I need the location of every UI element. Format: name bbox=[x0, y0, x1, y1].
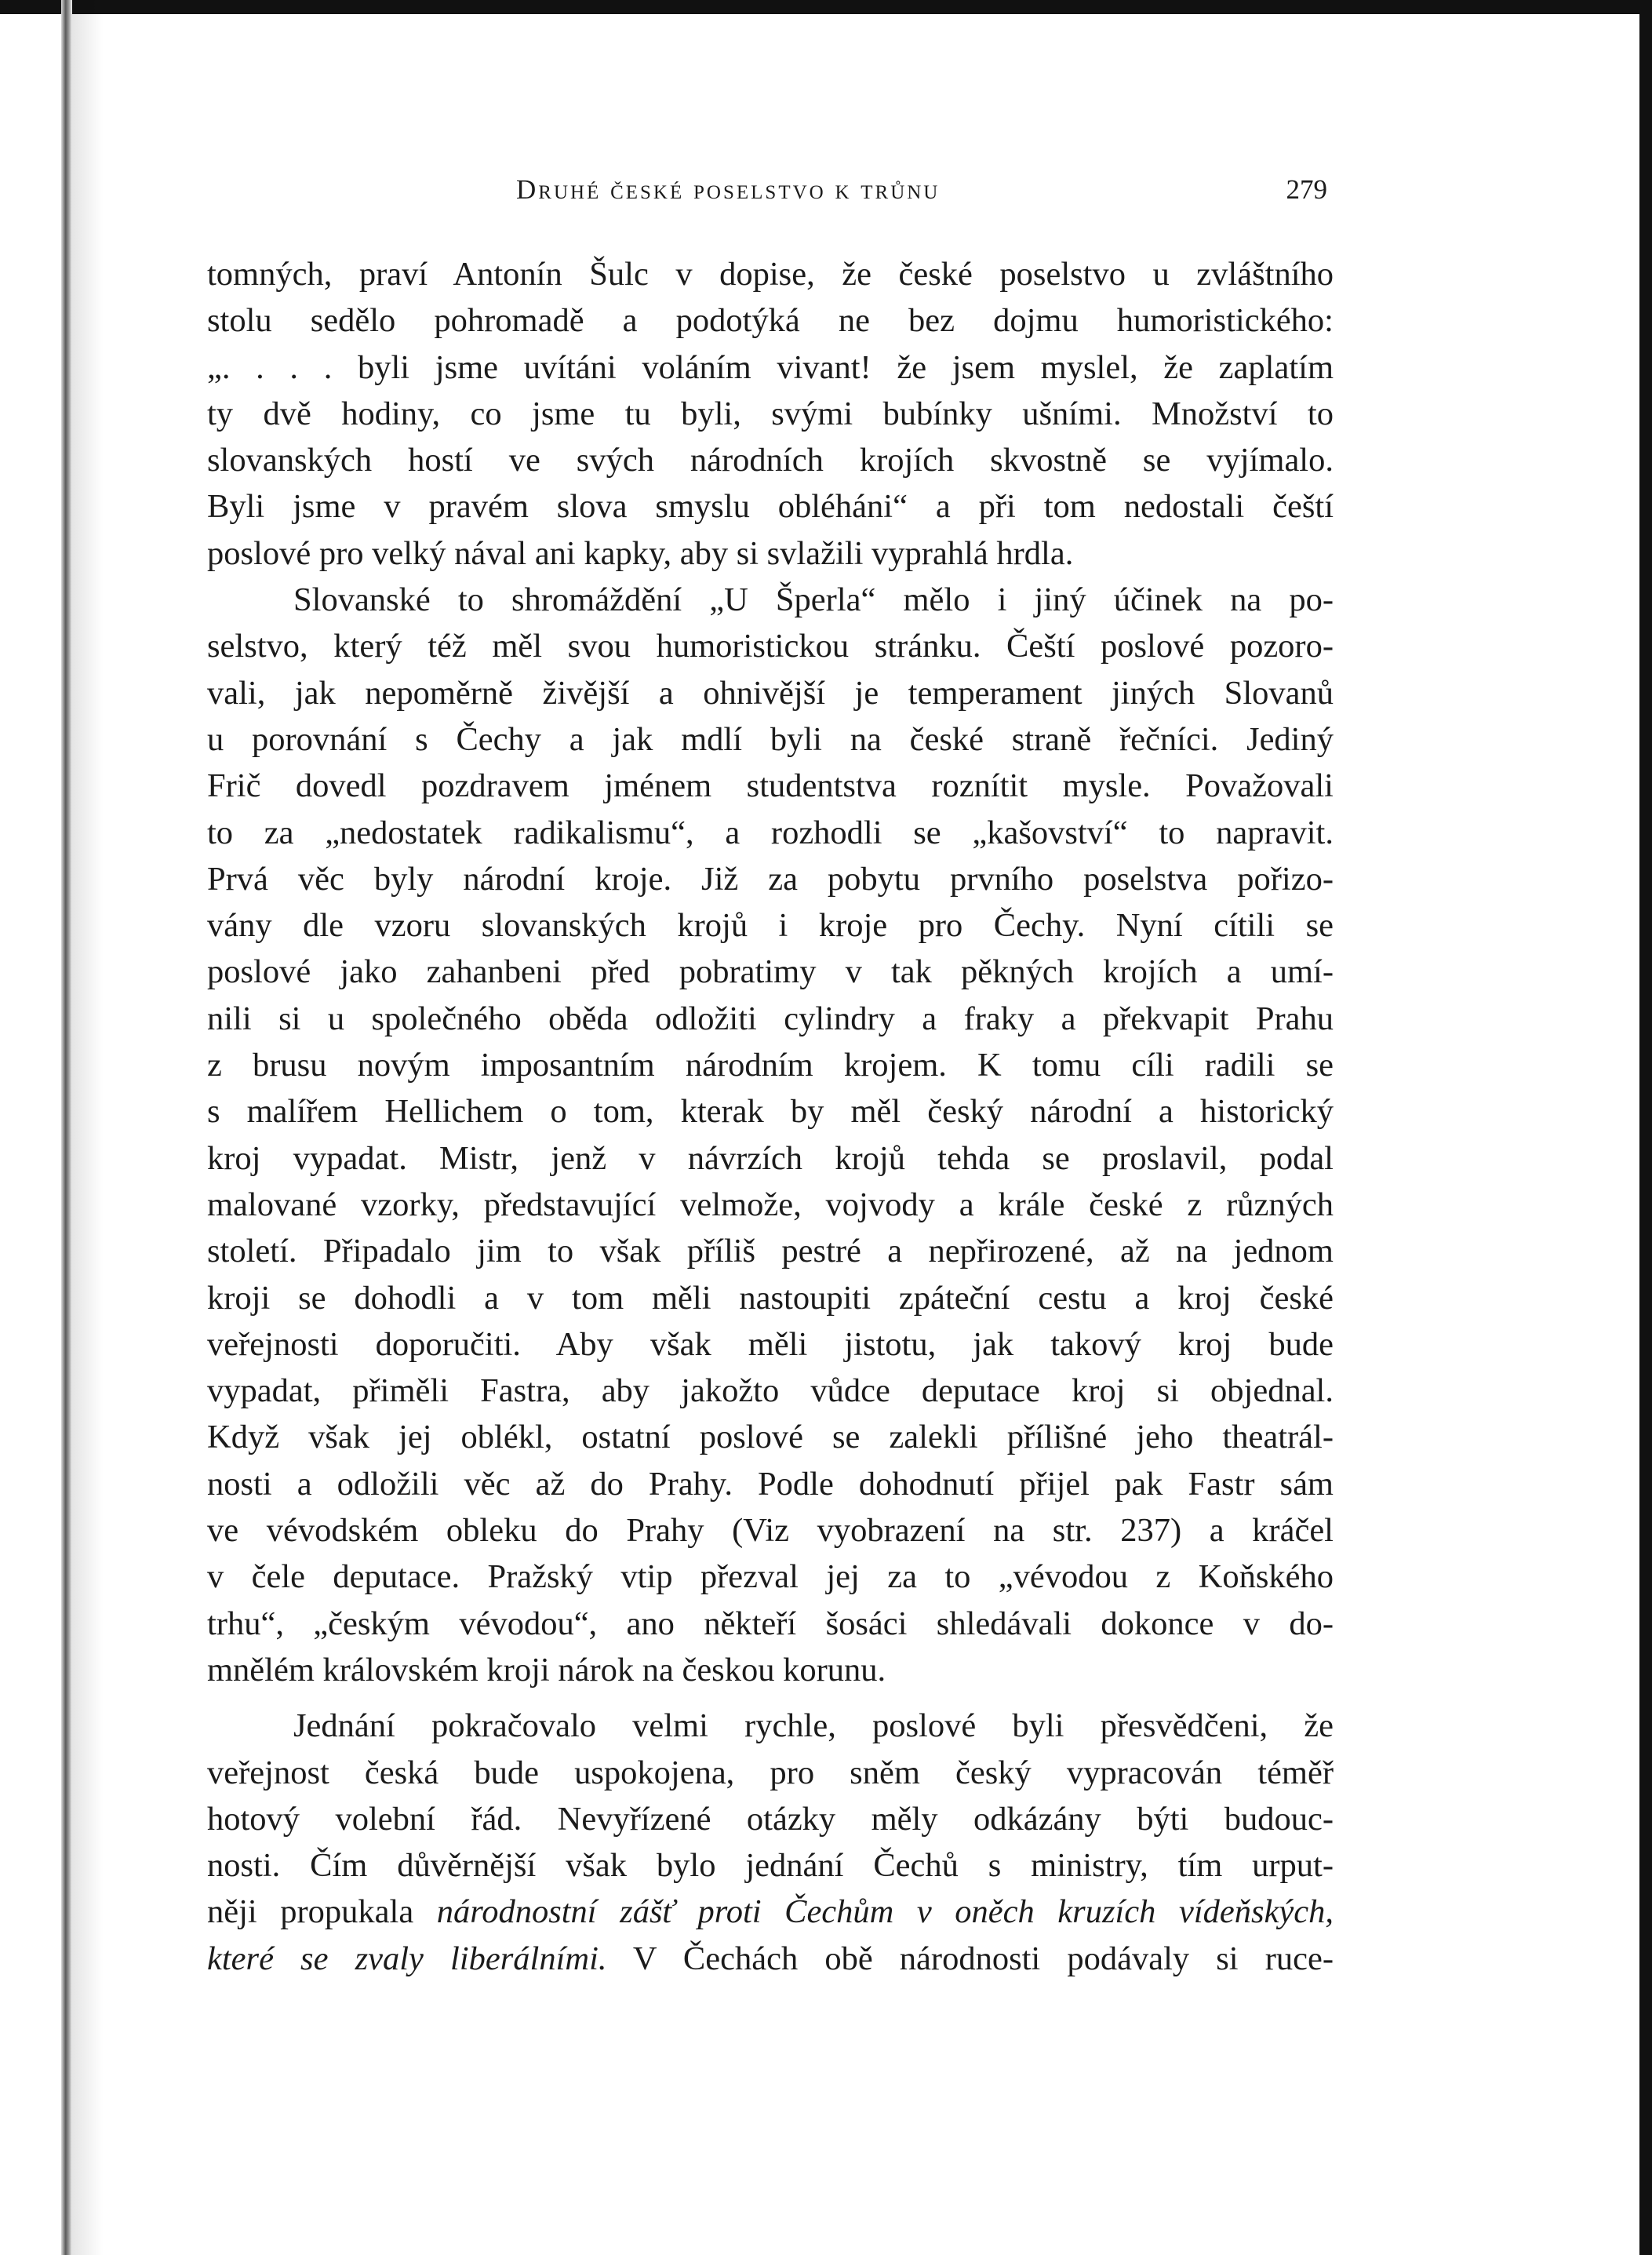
text-line: Jednání pokračovalo velmi rychle, poslové byli přesvědčeni, že bbox=[293, 1707, 1334, 1745]
text-line: ve vévodském obleku do Prahy (Viz vyobrazení na str. 237) a kráčel bbox=[207, 1512, 1334, 1550]
text-line: v čele deputace. Pražský vtip přezval jej za to „vévodou z Koňského bbox=[207, 1558, 1334, 1596]
text-line: kroj vypadat. Mistr, jenž v návrzích krojů tehda se proslavil, podal bbox=[207, 1139, 1334, 1177]
body-text bbox=[207, 251, 1334, 1982]
book-binding-edge bbox=[61, 0, 72, 2255]
text-line: tomných, praví Antonín Šulc v dopise, že české poselstvo u zvláštního bbox=[207, 256, 1334, 293]
text-line: století. Připadalo jim to však příliš pestré a nepřirozené, až na jednom bbox=[207, 1233, 1334, 1270]
italic-span: národnostní zášť proti Čechům v oněch kruzích vídeňských, bbox=[436, 1893, 1334, 1931]
paragraph-2 bbox=[207, 577, 1334, 1693]
text-line: Když však jej oblékl, ostatní poslové se zalekli přílišné jeho theatrál- bbox=[207, 1419, 1334, 1456]
text-line: nosti a odložili věc až do Prahy. Podle dohodnutí přijel pak Fastr sám bbox=[207, 1465, 1334, 1503]
text-line: malované vzorky, představující velmože, vojvody a krále české z různých bbox=[207, 1186, 1334, 1223]
text-line: vypadat, přiměli Fastra, aby jakožto vůdce deputace kroj si objednal. bbox=[207, 1372, 1334, 1410]
text-line: Slovanské to shromáždění „U Šperla“ mělo i jiný účinek na po- bbox=[293, 581, 1334, 619]
text-line: Prvá věc byly národní kroje. Již za pobytu prvního poselstva pořizo- bbox=[207, 860, 1334, 898]
text-line-with-italic bbox=[207, 1936, 1334, 1982]
text-line: trhu“, „českým vévodou“, ano někteří šosáci shledávali dokonce v do- bbox=[207, 1605, 1334, 1642]
page-header bbox=[207, 174, 1334, 218]
text-line: hotový volební řád. Nevyřízené otázky měly odkázány býti budouc- bbox=[207, 1800, 1334, 1838]
text-line: Frič dovedl pozdravem jménem studentstva roznítit mysle. Považovali bbox=[207, 767, 1334, 805]
scan-edge-right bbox=[1639, 0, 1652, 2255]
text-line: veřejnost česká bude uspokojena, pro sněm český vypracován téměř bbox=[207, 1754, 1334, 1791]
binding-shadow bbox=[72, 0, 104, 2255]
text-line: selstvo, který též měl svou humoristickou stránku. Čeští poslové pozoro- bbox=[207, 628, 1334, 665]
text-line: kroji se dohodli a v tom měli nastoupiti zpáteční cestu a kroj české bbox=[207, 1279, 1334, 1317]
page-number: 279 bbox=[1286, 174, 1327, 205]
text-line: z brusu novým imposantním národním krojem. K tomu cíli radili se bbox=[207, 1047, 1334, 1084]
text-line: veřejnosti doporučiti. Aby však měli jistotu, jak takový kroj bude bbox=[207, 1325, 1334, 1363]
text-line: ty dvě hodiny, co jsme tu byli, svými bubínky ušními. Množství to bbox=[207, 395, 1334, 432]
paragraph-1 bbox=[207, 251, 1334, 577]
text-line: „. . . . byli jsme uvítáni voláním vivant! že jsem myslel, že zaplatím bbox=[207, 348, 1334, 386]
text-line-with-italic bbox=[207, 1889, 1334, 1935]
text-line: poslové jako zahanbeni před pobratimy v tak pěkných krojích a umí- bbox=[207, 953, 1334, 991]
text-line: vány dle vzoru slovanských krojů i kroje pro Čechy. Nyní cítili se bbox=[207, 907, 1334, 945]
text-span: V Čechách obě národnosti podávaly si ruce- bbox=[606, 1940, 1334, 1977]
text-line: to za „nedostatek radikalismu“, a rozhodli se „kašovství“ to napravit. bbox=[207, 814, 1334, 851]
running-title: Druhé české poselstvo k trůnu bbox=[516, 174, 941, 205]
scan-edge-top bbox=[0, 0, 1652, 14]
text-line: Byli jsme v pravém slova smyslu obléháni“ a při tom nedostali čeští bbox=[207, 488, 1334, 526]
text-line: mnělém královském kroji nárok na českou korunu. bbox=[207, 1651, 886, 1689]
paragraph-3 bbox=[207, 1703, 1334, 1982]
text-line: s malířem Hellichem o tom, kterak by měl český národní a historický bbox=[207, 1093, 1334, 1131]
text-line: u porovnání s Čechy a jak mdlí byli na české straně řečníci. Jediný bbox=[207, 720, 1334, 758]
text-line: slovanských hostí ve svých národních krojích skvostně se vyjímalo. bbox=[207, 442, 1334, 479]
text-span: něji propukala bbox=[207, 1893, 437, 1931]
text-line: nili si u společného oběda odložiti cylindry a fraky a překvapit Prahu bbox=[207, 1000, 1334, 1037]
italic-span: které se zvaly liberálními. bbox=[207, 1940, 607, 1977]
text-line: nosti. Čím důvěrnější však bylo jednání Čechů s ministry, tím urput- bbox=[207, 1847, 1334, 1885]
text-line: poslové pro velký nával ani kapky, aby si svlažili vyprahlá hrdla. bbox=[207, 534, 1074, 572]
text-line: stolu sedělo pohromadě a podotýká ne bez dojmu humoristického: bbox=[207, 302, 1334, 340]
text-line: vali, jak nepoměrně živější a ohnivější je temperament jiných Slovanů bbox=[207, 674, 1334, 712]
